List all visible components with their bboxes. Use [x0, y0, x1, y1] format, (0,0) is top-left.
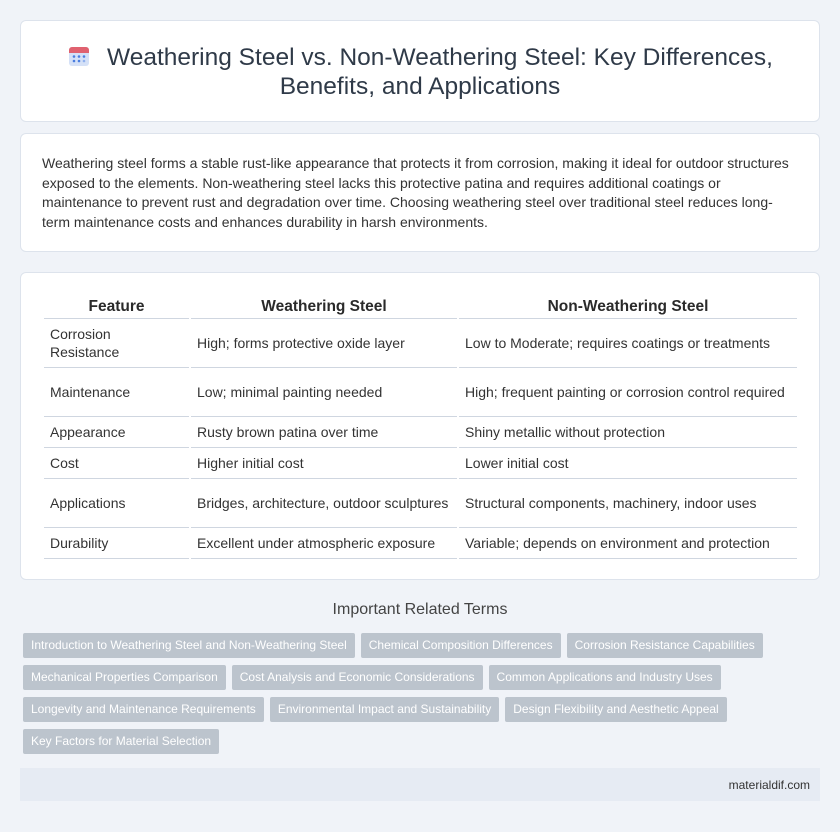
table-row: [44, 417, 797, 448]
intro-paragraph: Weathering steel forms a stable rust-like appearance that protects it from corrosion, making it ideal for outdoor structures exposed to the elements. Non-weathering steel lacks this protective patina and requires additional coatings or maintenance to prevent rust and degradation over time. Choosing weathering steel over traditional steel reduces long-term maintenance costs and enhances durability in harsh environments.: [42, 155, 789, 230]
related-tag[interactable]: Chemical Composition Differences: [361, 633, 561, 658]
row-non-weathering: Shiny metallic without protection: [459, 417, 797, 448]
row-non-weathering: High; frequent painting or corrosion control required: [459, 368, 797, 417]
related-terms-tags: [23, 633, 783, 761]
row-feature: Maintenance: [44, 368, 189, 417]
row-weathering: High; forms protective oxide layer: [191, 319, 457, 368]
row-non-weathering: Variable; depends on environment and protection: [459, 528, 797, 559]
related-tag[interactable]: Introduction to Weathering Steel and Non-Weathering Steel: [23, 633, 355, 658]
related-terms-title: Important Related Terms: [332, 601, 508, 618]
row-feature: Durability: [44, 528, 189, 559]
row-weathering: Higher initial cost: [191, 448, 457, 479]
header-feature: Feature: [44, 295, 189, 319]
row-non-weathering: Lower initial cost: [459, 448, 797, 479]
table-row: [44, 368, 797, 417]
related-tag[interactable]: Longevity and Maintenance Requirements: [23, 697, 264, 722]
row-feature: Corrosion Resistance: [44, 319, 189, 368]
row-weathering: Low; minimal painting needed: [191, 368, 457, 417]
header-non-weathering-steel: Non-Weathering Steel: [459, 295, 797, 319]
related-tag[interactable]: Environmental Impact and Sustainability: [270, 697, 499, 722]
related-tag[interactable]: Cost Analysis and Economic Considerations: [232, 665, 483, 690]
comparison-card: [20, 272, 820, 580]
related-tag[interactable]: Design Flexibility and Aesthetic Appeal: [505, 697, 726, 722]
row-weathering: Rusty brown patina over time: [191, 417, 457, 448]
row-weathering: Excellent under atmospheric exposure: [191, 528, 457, 559]
related-tag[interactable]: Mechanical Properties Comparison: [23, 665, 226, 690]
row-weathering: Bridges, architecture, outdoor sculptures: [191, 479, 457, 528]
comparison-table: [42, 295, 799, 559]
row-feature: Applications: [44, 479, 189, 528]
footer: [20, 768, 820, 801]
row-non-weathering: Structural components, machinery, indoor uses: [459, 479, 797, 528]
table-header-row: [44, 295, 797, 319]
footer-site-link[interactable]: materialdif.com: [728, 778, 810, 792]
related-tag[interactable]: Key Factors for Material Selection: [23, 729, 219, 754]
row-feature: Cost: [44, 448, 189, 479]
table-row: [44, 319, 797, 368]
header-card: [20, 20, 820, 122]
row-feature: Appearance: [44, 417, 189, 448]
table-row: [44, 528, 797, 559]
table-row: [44, 479, 797, 528]
page-title: [61, 43, 779, 101]
calendar-icon: [67, 44, 91, 68]
table-row: [44, 448, 797, 479]
title-text: Weathering Steel vs. Non-Weathering Steel: Key Differences, Benefits, and Applications: [107, 44, 773, 100]
related-tag[interactable]: Corrosion Resistance Capabilities: [567, 633, 763, 658]
related-tag[interactable]: Common Applications and Industry Uses: [489, 665, 721, 690]
row-non-weathering: Low to Moderate; requires coatings or treatments: [459, 319, 797, 368]
header-weathering-steel: Weathering Steel: [191, 295, 457, 319]
intro-card: [20, 133, 820, 252]
